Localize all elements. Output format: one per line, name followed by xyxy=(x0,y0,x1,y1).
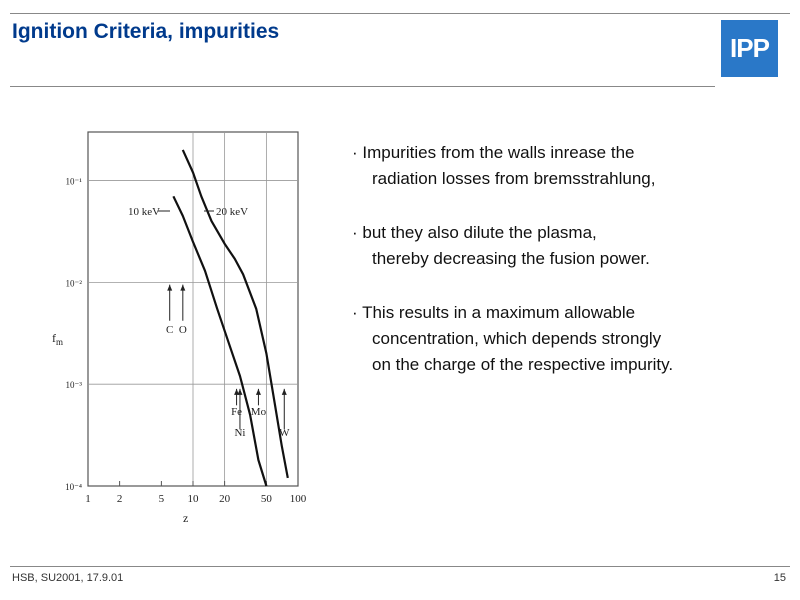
annotation-arrowhead xyxy=(180,285,185,291)
annotation-arrowhead xyxy=(167,285,172,291)
x-tick-label: 5 xyxy=(158,493,165,505)
x-tick-label: 10 xyxy=(187,493,199,505)
series-label-20kev: 20 keV xyxy=(216,206,249,218)
bullet-item xyxy=(352,300,782,378)
x-tick-label: 2 xyxy=(116,493,123,505)
series-group xyxy=(173,150,287,486)
top-rule xyxy=(10,13,790,14)
y-tick-labels xyxy=(65,177,82,492)
slide-title: Ignition Criteria, impurities xyxy=(12,20,280,43)
title-divider xyxy=(10,86,715,87)
series-label-10kev: 10 keV xyxy=(128,206,161,218)
bullet-line: concentration, which depends strongly xyxy=(372,329,662,348)
annotation-label-ni: Ni xyxy=(234,426,246,439)
series-labels xyxy=(128,206,248,218)
x-tick-label: 50 xyxy=(260,493,272,505)
annotation-label-fe: Fe xyxy=(231,405,243,418)
x-tick-labels xyxy=(85,481,307,505)
bullet-line: on the charge of the respective impurity. xyxy=(372,355,674,374)
y-tick-label: 10⁻² xyxy=(65,278,82,289)
annotation-label-w: W xyxy=(279,426,290,439)
y-tick-label: 10⁻⁴ xyxy=(65,482,82,492)
annotation-label-o: O xyxy=(178,323,187,336)
bullet-line: · but they also dilute the plasma, xyxy=(352,223,597,242)
annotation-label-mo: Mo xyxy=(250,405,267,418)
x-tick-label: 1 xyxy=(85,493,91,505)
page-number: 15 xyxy=(773,572,786,584)
footer-source: HSB, SU2001, 17.9.01 xyxy=(12,572,124,584)
y-tick-label: 10⁻¹ xyxy=(65,176,82,187)
ipp-logo: IPP xyxy=(721,20,778,77)
x-tick-label: 20 xyxy=(219,493,231,505)
footer-rule xyxy=(10,566,790,567)
annotation-arrowhead xyxy=(282,389,287,395)
grid xyxy=(88,132,298,486)
y-tick-label: 10⁻³ xyxy=(65,380,82,391)
bullet-item xyxy=(352,220,782,272)
y-axis-label: $f_m$ xyxy=(52,331,64,347)
x-axis-label: z xyxy=(183,511,189,525)
impurity-fraction-chart xyxy=(40,118,340,528)
annotation-arrowhead xyxy=(256,389,261,395)
annotation-arrowhead xyxy=(237,389,242,395)
bullet-line: thereby decreasing the fusion power. xyxy=(372,249,650,268)
series-line-10kev xyxy=(173,196,266,486)
bullet-item xyxy=(352,140,782,192)
bullet-line: · This results in a maximum allowable xyxy=(352,303,636,322)
bullet-line: radiation losses from bremsstrahlung, xyxy=(372,169,656,188)
x-tick-label: 100 xyxy=(289,493,307,505)
bullet-list xyxy=(352,140,782,406)
annotation-label-c: C xyxy=(166,323,174,336)
element-annotations xyxy=(166,285,290,439)
bullet-line: · Impurities from the walls inrease the xyxy=(352,143,635,162)
